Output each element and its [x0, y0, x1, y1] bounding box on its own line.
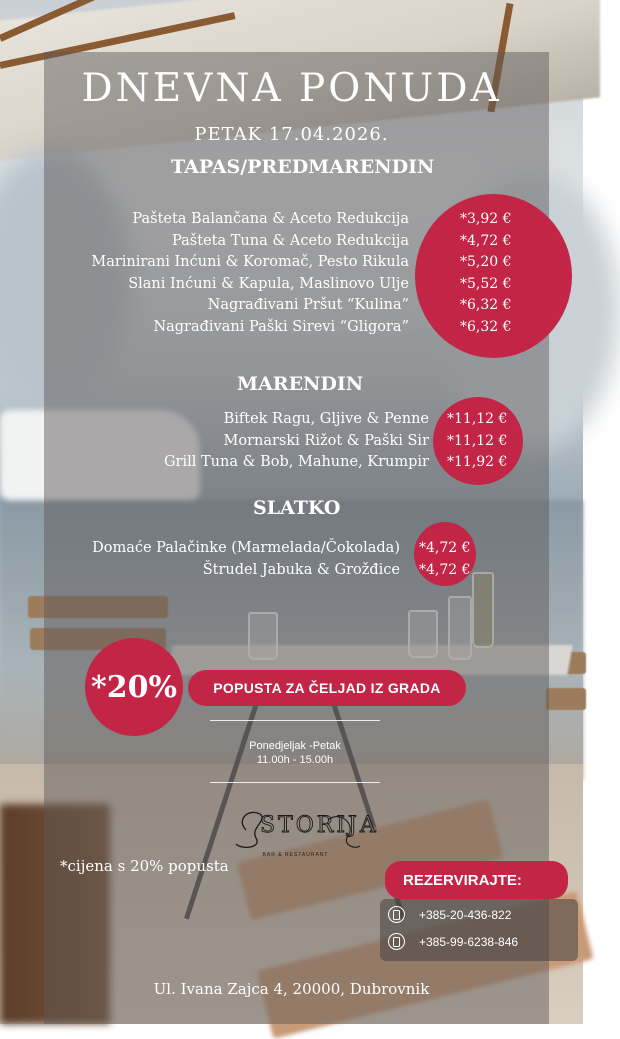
phone-row[interactable] [388, 906, 511, 923]
section-heading-slatko: SLATKO [253, 497, 341, 519]
marendin-price-list [447, 409, 507, 474]
phone-icon [388, 906, 405, 923]
tapas-item-list [91, 209, 409, 338]
restaurant-logo [228, 800, 379, 870]
menu-item-name: Mornarski Rižot & Paški Sir [223, 432, 429, 449]
svg-text:STORIJA: STORIJA [260, 813, 379, 838]
menu-item-name: Nagrađivani Paški Sirevi “Gligora” [153, 318, 409, 335]
divider [210, 782, 380, 783]
page-title: DNEVNA PONUDA [81, 66, 502, 111]
promo-days: Ponedjeljak -Petak [249, 740, 341, 752]
menu-date: PETAK 17.04.2026. [194, 124, 389, 145]
menu-item-price: *11,92 € [447, 454, 508, 470]
section-heading-tapas: TAPAS/PREDMARENDIN [171, 156, 435, 178]
menu-item-name: Štrudel Jabuka & Grožđice [202, 561, 400, 578]
menu-item-name: Domaće Palačinke (Marmelada/Čokolada) [92, 540, 400, 556]
menu-item-name: Slani Inćuni & Kapula, Maslinovo Ulje [128, 275, 409, 292]
discount-badge: *20% [85, 638, 183, 736]
menu-item-price: *6,32 € [460, 318, 512, 335]
menu-item-price: *4,72 € [460, 232, 512, 249]
slatko-item-list [92, 538, 400, 581]
divider [210, 720, 380, 721]
menu-item-price: *4,72 € [419, 561, 471, 578]
menu-item-price: *4,72 € [419, 540, 471, 556]
promo-hours: 11.00h - 15.00h [256, 754, 334, 766]
menu-item-price: *6,32 € [460, 297, 512, 313]
menu-item-name: Nagrađivani Pršut “Kulina” [207, 297, 409, 313]
slatko-price-list [419, 538, 471, 581]
address: Ul. Ivana Zajca 4, 20000, Dubrovnik [153, 980, 430, 998]
phone-icon [388, 933, 405, 950]
menu-item-name: Marinirani Inćuni & Koromač, Pesto Rikula [91, 254, 409, 270]
discount-label: POPUSTA ZA ČELJAD IZ GRADA [188, 670, 466, 706]
reserve-button[interactable]: REZERVIRAJTE: [385, 861, 568, 899]
phone-number[interactable]: +385-20-436-822 [419, 907, 512, 922]
section-heading-marendin: MARENDIN [237, 373, 364, 395]
logo-subtitle: BAR & RESTAURANT [262, 852, 329, 858]
discount-note: *cijena s 20% popusta [60, 857, 229, 875]
marendin-item-list [164, 409, 429, 474]
menu-item-price: *11,12 € [447, 432, 508, 449]
menu-item-name: Pašteta Tuna & Aceto Redukcija [172, 232, 409, 249]
tapas-price-list [460, 209, 512, 338]
menu-item-price: *11,12 € [447, 411, 508, 427]
menu-item-price: *5,20 € [460, 254, 512, 270]
menu-item-name: Grill Tuna & Bob, Mahune, Krumpir [163, 454, 429, 470]
menu-item-price: *5,52 € [460, 275, 512, 292]
menu-item-price: *3,92 € [460, 211, 512, 227]
menu-item-name: Pašteta Balančana & Aceto Redukcija [132, 211, 409, 227]
phone-number[interactable]: +385-99-6238-846 [419, 934, 519, 949]
menu-item-name: Biftek Ragu, Gljive & Penne [223, 411, 429, 427]
logo-mark [228, 800, 379, 856]
chair-back [546, 688, 586, 710]
phone-row[interactable] [388, 933, 518, 950]
